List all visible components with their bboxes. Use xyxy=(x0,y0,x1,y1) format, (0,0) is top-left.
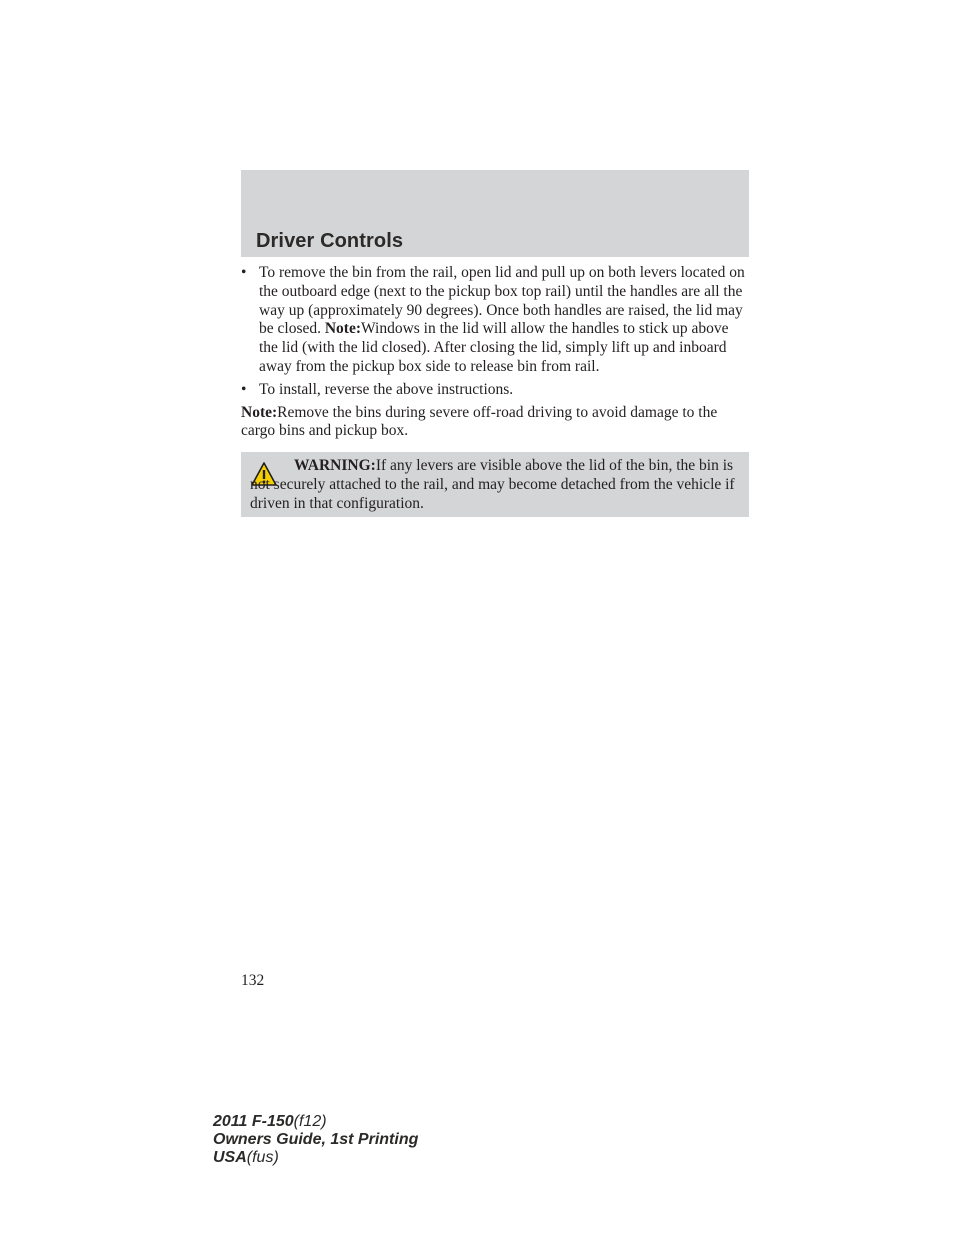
footer-line-model xyxy=(213,1113,418,1131)
footer-edition: Owners Guide, 1st Printing xyxy=(213,1131,419,1148)
footer-model: 2011 F-150 xyxy=(213,1113,294,1130)
warning-box xyxy=(241,452,749,517)
bullet-text: To install, reverse the above instructions. xyxy=(259,380,514,398)
footer-model-code: (f12) xyxy=(293,1113,327,1130)
footer-line-market xyxy=(213,1149,418,1167)
note-label: Note: xyxy=(241,403,278,421)
warning-label: WARNING: xyxy=(294,457,376,474)
footer-market-code: (fus) xyxy=(246,1149,279,1166)
bullet-item xyxy=(241,381,751,400)
bullet-text: To remove the bin from the rail, open lid and pull up on both levers located on the outboard edge (next to the pickup box top rail) until the handles are all the way up (approximately 90 degrees). Once both handles are raised, the lid may be closed. xyxy=(259,264,745,338)
page-number: 132 xyxy=(241,972,265,989)
document-footer xyxy=(213,1113,418,1167)
bullet-item xyxy=(241,264,751,377)
footer-market: USA xyxy=(213,1149,247,1166)
bullet-marker: • xyxy=(241,264,247,281)
warning-body: If any levers are visible above the lid of the bin, the bin is not securely attached to the rail, and may become detached from the vehicle if driven in that configuration. xyxy=(250,457,735,512)
note-paragraph xyxy=(241,404,751,442)
bullet-text-continued: Windows in the lid will allow the handles to stick up above the lid (with the lid closed). After closing the lid, simply lift up and inboard away from the pickup box side to release bin from rail. xyxy=(259,320,729,375)
section-title: Driver Controls xyxy=(256,230,404,252)
body-content xyxy=(241,264,751,441)
bullet-marker: • xyxy=(241,380,247,398)
section-header xyxy=(241,170,749,257)
note-text: Remove the bins during severe off-road driving to avoid damage to the cargo bins and pickup box. xyxy=(241,403,718,440)
warning-text xyxy=(250,457,746,513)
note-label: Note: xyxy=(324,320,362,338)
